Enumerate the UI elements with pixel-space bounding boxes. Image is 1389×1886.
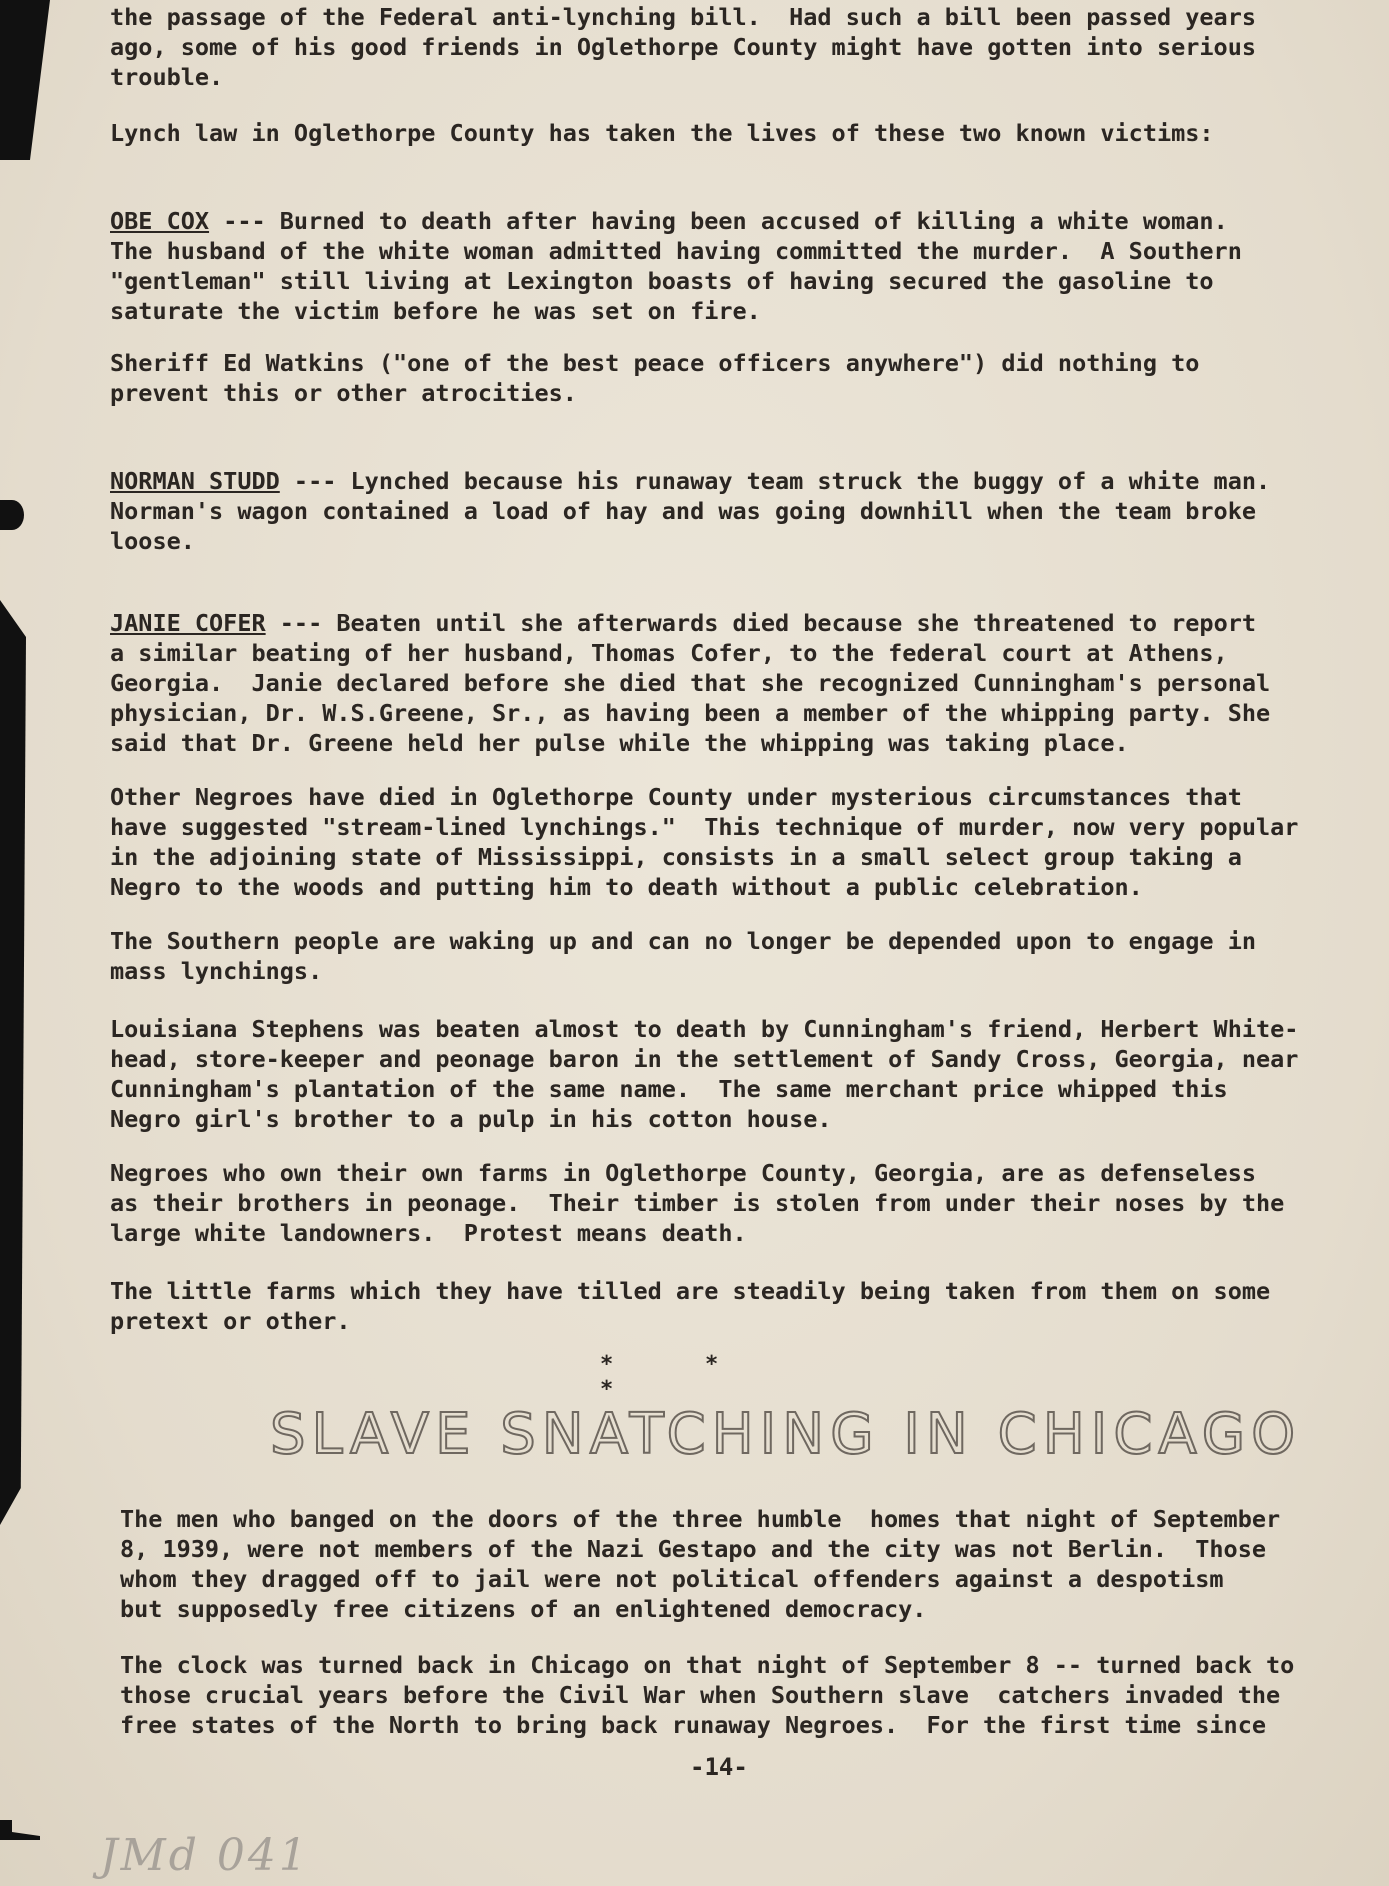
left-edge-mark-bar bbox=[0, 600, 26, 1525]
victim-name-janie-cofer: JANIE COFER bbox=[110, 609, 266, 637]
page-number: -14- bbox=[690, 1753, 748, 1781]
paragraph-other-negroes: Other Negroes have died in Oglethorpe County under mysterious circumstances that have suggested "stream-lined lynchings." This technique of murder, now very popular in the adjoining state of Mississippi, consists in a small select group taking a Negro to the woods and putting him to death without a public celebration. bbox=[110, 783, 1299, 901]
left-edge-mark-bottom bbox=[0, 1820, 40, 1840]
separator-star: * bbox=[705, 1352, 719, 1377]
paragraph-farm-owners: Negroes who own their own farms in Oglethorpe County, Georgia, are as defenseless as their brothers in peonage. Their timber is stolen from under their noses by the large white landowners. Protest means death. bbox=[110, 1159, 1285, 1247]
left-edge-mark-top bbox=[0, 0, 50, 160]
handwritten-archive-note: JMd 041 bbox=[100, 1830, 310, 1881]
paragraph-2: Lynch law in Oglethorpe County has taken the lives of these two known victims: bbox=[110, 119, 1214, 147]
paragraph-norman-studd-text: --- Lynched because his runaway team struck the buggy of a white man. Norman's wagon contained a load of hay and was going downhill when the team broke loose. bbox=[110, 467, 1271, 555]
victim-name-obe-cox: OBE COX bbox=[110, 207, 210, 235]
left-edge-mark-middle bbox=[0, 500, 24, 530]
section-heading: SLAVE SNATCHING IN CHICAGO bbox=[270, 1402, 1302, 1467]
section-separator bbox=[600, 1352, 900, 1402]
paragraph-janie-cofer-text: --- Beaten until she afterwards died because she threatened to report a similar beating of her husband, Thomas Cofer, to the federal court at Athens, Georgia. Janie declared before she died that she recognized Cunningham's personal physician, Dr. W.S.Greene, Sr., as having been a member of the whipping party. She said that Dr. Greene held her pulse while the whipping was taking place. bbox=[110, 609, 1271, 757]
paragraph-clock-turned: The clock was turned back in Chicago on that night of September 8 -- turned back to those crucial years before the Civil War when Southern slave catchers invaded the free states of the North to bring back runaway Negroes. For the first time since bbox=[120, 1651, 1295, 1739]
paragraph-southern-people: The Southern people are waking up and can no longer be depended upon to engage in mass lynchings. bbox=[110, 927, 1257, 985]
paragraph-janie-cofer bbox=[110, 608, 1340, 758]
paragraph-louisiana-stephens: Louisiana Stephens was beaten almost to death by Cunningham's friend, Herbert White- head, store-keeper and peonage baron in the settlement of Sandy Cross, Georgia, near Cunningham's plantation of the same name. The same merchant price whipped this Negro girl's brother to a pulp in his cotton house. bbox=[110, 1015, 1299, 1133]
victim-name-norman-studd: NORMAN STUDD bbox=[110, 467, 280, 495]
paragraph-obe-cox bbox=[110, 206, 1340, 326]
paragraph-men-banged: The men who banged on the doors of the three humble homes that night of September 8, 1939, were not members of the Nazi Gestapo and the city was not Berlin. Those whom they dragged off to jail were not political offenders against a despotism but supposedly free citizens of an enlightened democracy. bbox=[120, 1505, 1281, 1623]
paragraph-obe-cox-text: --- Burned to death after having been accused of killing a white woman. The husband of the white woman admitted having committed the murder. A Southern "gentleman" still living at Lexington boasts of having secured the gasoline to saturate the victim before he was set on fire. bbox=[110, 207, 1242, 325]
paragraph-sheriff: Sheriff Ed Watkins ("one of the best peace officers anywhere") did nothing to prevent this or other atrocities. bbox=[110, 349, 1200, 407]
paragraph-little-farms: The little farms which they have tilled are steadily being taken from them on some pretext or other. bbox=[110, 1277, 1271, 1335]
separator-star: * bbox=[600, 1352, 614, 1377]
paragraph-norman-studd bbox=[110, 466, 1340, 556]
separator-star: * bbox=[600, 1377, 614, 1402]
paragraph-1: the passage of the Federal anti-lynching bill. Had such a bill been passed years ago, some of his good friends in Oglethorpe County might have gotten into serious trouble. bbox=[110, 3, 1257, 91]
